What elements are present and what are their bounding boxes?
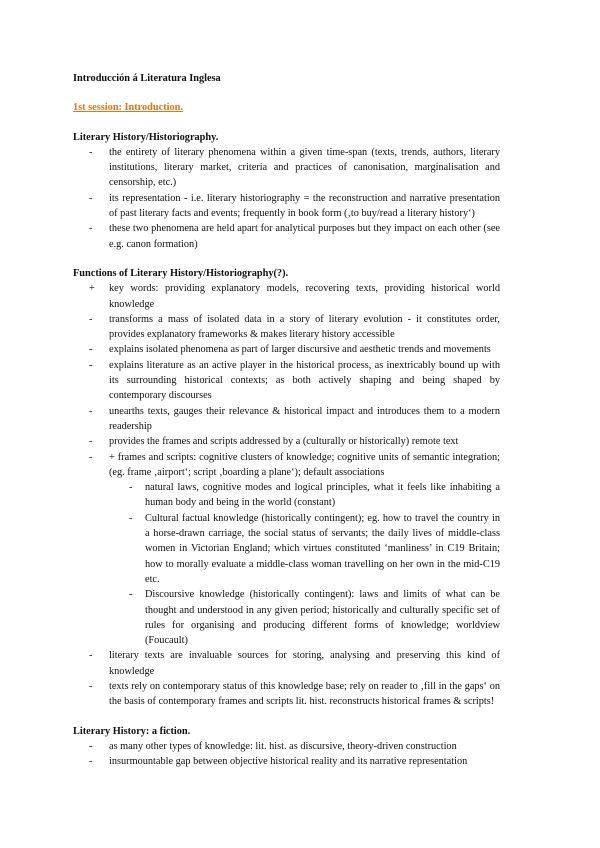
- nested-list-item-text: Discoursive knowledge (historically contingent): laws and limits of what can be thought and understood in any given period; historically and culturally specific set of rules for organising and producing different forms of knowledge; worldview (Foucault): [145, 589, 500, 647]
- list-item-text: transforms a mass of isolated data in a story of literary evolution - it constitutes order, provides explanatory frameworks & makes literary history accessible: [109, 313, 500, 341]
- nested-list-item-text: natural laws, cognitive modes and logical principles, what it feels like inhabiting a human body and being in the world (constant): [145, 482, 500, 509]
- list-item-text: literary texts are invaluable sources for storing, analysing and preserving this kind of knowledge: [109, 650, 500, 677]
- dash-marker: -: [89, 223, 93, 235]
- nested-list-item: [73, 480, 500, 511]
- nested-list-item: [73, 511, 500, 587]
- section-fiction: [73, 724, 500, 770]
- list-item-text: its representation - i.e. literary historiography = the reconstruction and narrative presentation of past literary facts and events; frequently in book form (‚to buy/read a literary history‘): [109, 192, 500, 220]
- list-item: [73, 754, 500, 769]
- dash-marker: -: [129, 589, 133, 601]
- list-item: [73, 450, 500, 649]
- dash-marker: -: [89, 740, 93, 752]
- dash-marker: -: [89, 359, 93, 371]
- dash-marker: -: [89, 146, 93, 158]
- dash-marker: -: [89, 344, 93, 356]
- list-item-text: key words: providing explanatory models, recovering texts, providing historical world knowledge: [109, 283, 500, 310]
- list-item: [73, 648, 500, 679]
- nested-list: [73, 480, 500, 648]
- bullet-list: [73, 281, 500, 709]
- list-item-text: the entirety of literary phenomena within a given time-span (texts, trends, authors, literary institutions, literary market, criteria and practices of canonisation, marginalisation and censorship, etc.): [109, 146, 500, 189]
- dash-marker: -: [89, 756, 93, 768]
- list-item: [73, 434, 500, 449]
- section-heading: Literary History: a fiction.: [73, 725, 191, 737]
- list-item: [73, 404, 500, 435]
- list-item-text: texts rely on contemporary status of this knowledge base; rely on reader to ‚fill in the gaps‘ on the basis of contemporary frames and scripts lit. hist. reconstructs historical frames & scripts!: [109, 680, 500, 708]
- list-item: [73, 679, 500, 710]
- dash-marker: -: [89, 192, 93, 204]
- nested-list-item: [73, 587, 500, 648]
- dash-marker: -: [129, 482, 133, 494]
- section-functions: [73, 266, 500, 710]
- list-item: [73, 739, 500, 754]
- list-item-text: unearths texts, gauges their relevance & historical impact and introduces them to a modern readership: [109, 405, 500, 432]
- bullet-list: [73, 145, 500, 252]
- document-body: [73, 71, 500, 783]
- section-heading: Literary History/Historiography.: [73, 131, 219, 143]
- dash-marker: -: [89, 451, 93, 463]
- list-item-text: + frames and scripts: cognitive clusters of knowledge; cognitive units of semantic integration; (eg. frame ‚airport‘; script ‚boarding a plane‘); default associations: [109, 451, 500, 478]
- list-item-text: explains isolated phenomena as part of larger discursive and aesthetic trends and movements: [109, 344, 491, 356]
- bullet-list: [73, 739, 500, 770]
- nested-list-item-text: Cultural factual knowledge (historically contingent); eg. how to travel the country in a horse-drawn carriage, the social status of servants; the daily lives of middle-class women in Victorian England; which virtues constituted ‘manliness’ in C19 Britain; how to morally evaluate a middle-class woman travelling on her own in the mid-C19 etc.: [145, 512, 500, 585]
- list-item: [73, 358, 500, 404]
- section-heading: Functions of Literary History/Historiography(?).: [73, 267, 289, 279]
- dash-marker: -: [89, 405, 93, 417]
- list-item-text: insurmountable gap between objective historical reality and its narrative representation: [109, 756, 468, 768]
- plus-marker: +: [89, 283, 95, 295]
- list-item: [73, 221, 500, 252]
- section-literary-history: [73, 130, 500, 252]
- list-item: [73, 342, 500, 357]
- list-item-text: provides the frames and scripts addressed by a (culturally or historically) remote text: [109, 436, 459, 448]
- list-item-text: these two phenomena are held apart for analytical purposes but they impact on each other (see e.g. canon formation): [109, 223, 500, 250]
- list-item: [73, 281, 500, 312]
- list-item: [73, 312, 500, 343]
- list-item-text: as many other types of knowledge: lit. hist. as discursive, theory-driven construction: [109, 740, 457, 752]
- dash-marker: -: [89, 680, 93, 692]
- list-item-text: explains literature as an active player in the historical process, as inextricably bound up with its surrounding historical contexts; as both actively shaping and being shaped by contemporary discourses: [109, 359, 500, 402]
- dash-marker: -: [89, 650, 93, 662]
- document-title: Introducción á Literatura Inglesa: [73, 73, 221, 84]
- list-item: [73, 145, 500, 191]
- dash-marker: -: [89, 436, 93, 448]
- session-heading: 1st session: Introduction.: [73, 102, 183, 114]
- dash-marker: -: [129, 512, 133, 524]
- dash-marker: -: [89, 313, 93, 325]
- list-item: [73, 191, 500, 222]
